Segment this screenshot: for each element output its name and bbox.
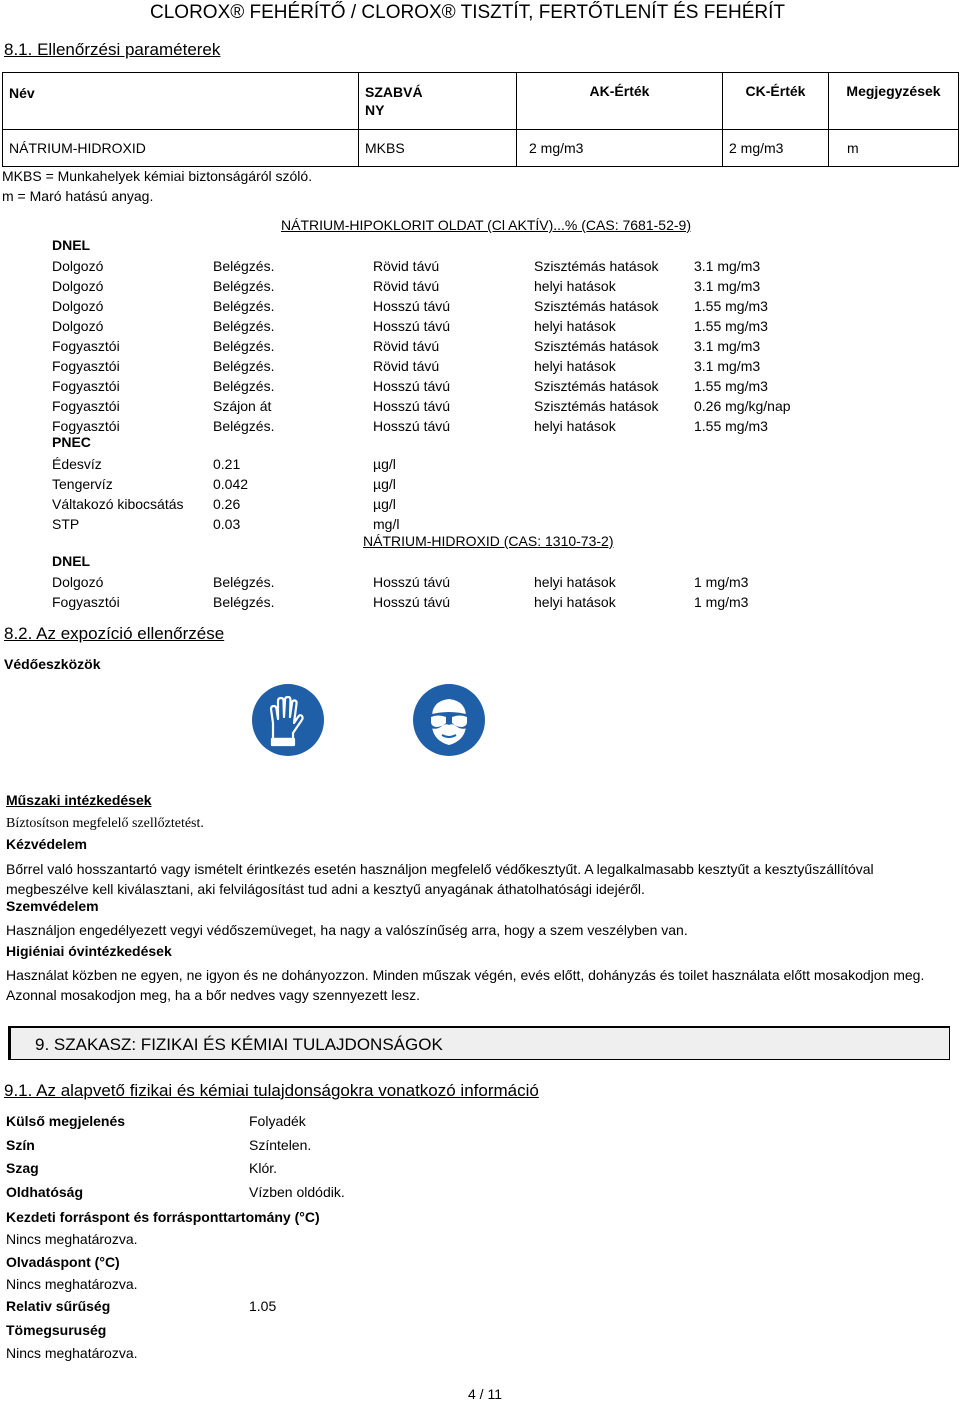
pnec-row: STP 0.03 mg/l — [52, 516, 400, 532]
pnec-row: Váltakozó kibocsátás 0.26 µg/l — [52, 496, 396, 512]
property-value: Színtelen. — [249, 1137, 312, 1153]
technical-measures-title: Műszaki intézkedések — [6, 792, 152, 808]
dnel-label: DNEL — [52, 553, 91, 569]
property-value: Nincs meghatározva. — [6, 1276, 138, 1292]
dnel-row: Dolgozó Belégzés. Rövid távú helyi hatások 3.1 mg/m3 — [52, 278, 761, 294]
property-value: Nincs meghatározva. — [6, 1231, 138, 1247]
section-8-1-title: 8.1. Ellenőrzési paraméterek — [4, 40, 221, 59]
property-label: Szín — [6, 1137, 35, 1153]
property-value: Nincs meghatározva. — [6, 1345, 138, 1361]
eye-protection-text: Használjon engedélyezett vegyi védőszemüveget, ha nagy a valószínűség arra, hogy a szem veszélyben van. — [6, 922, 688, 938]
document-header: CLOROX® FEHÉRÍTŐ / CLOROX® TISZTÍT, FERTŐTLENÍT ÉS FEHÉRÍT — [150, 2, 786, 23]
table-header-cell: CK-Érték — [723, 73, 829, 130]
pnec-label: PNEC — [52, 434, 91, 450]
eye-protection-title: Szemvédelem — [6, 898, 99, 914]
hygiene-title: Higiéniai óvintézkedések — [6, 943, 172, 959]
pnec-row: Tengervíz 0.042 µg/l — [52, 476, 396, 492]
property-label: Külső megjelenés — [6, 1113, 126, 1129]
table-cell: 2 mg/m3 — [723, 130, 829, 167]
protective-equipment-label: Védőeszközök — [4, 656, 101, 672]
property-label: Kezdeti forráspont és forrásponttartomány (°C) — [6, 1209, 320, 1225]
dnel-row: Dolgozó Belégzés. Hosszú távú helyi hatások 1 mg/m3 — [52, 574, 749, 590]
technical-measures-text: Bíztosítson megfelelő szellőztetést. — [6, 816, 204, 831]
property-label: Tömegsuruség — [6, 1322, 107, 1338]
hygiene-text: Használat közben ne egyen, ne igyon és ne dohányozzon. Minden műszak végén, evés előtt, dohányzás és toilet használata előtt mosakodjon meg. Azonnal mosakodjon meg, ha a bőr nedves vagy szennyezett lesz. — [6, 967, 925, 1003]
table-row — [3, 130, 959, 167]
dnel-row: Fogyasztói Belégzés. Rövid távú Szisztémás hatások 3.1 mg/m3 — [52, 338, 761, 354]
dnel-label: DNEL — [52, 237, 91, 253]
table-cell: NÁTRIUM-HIDROXID — [3, 130, 359, 167]
gloves-icon — [251, 683, 325, 757]
dnel-row: Fogyasztói Belégzés. Hosszú távú Szisztémás hatások 1.55 mg/m3 — [52, 378, 768, 394]
dnel-row: Dolgozó Belégzés. Hosszú távú helyi hatások 1.55 mg/m3 — [52, 318, 768, 334]
dnel-row: Dolgozó Belégzés. Hosszú távú Szisztémás hatások 1.55 mg/m3 — [52, 298, 768, 314]
dnel-row: Fogyasztói Belégzés. Rövid távú helyi hatások 3.1 mg/m3 — [52, 358, 761, 374]
table-header-cell: SZABVÁ NY — [359, 73, 517, 130]
table-cell: 2 mg/m3 — [517, 130, 723, 167]
dnel-row: Fogyasztói Belégzés. Hosszú távú helyi hatások 1.55 mg/m3 — [52, 418, 768, 434]
note-line: m = Maró hatású anyag. — [2, 188, 154, 204]
table-header-row — [3, 73, 959, 130]
hand-protection-text: Bőrrel való hosszantartó vagy ismételt érintkezés esetén használjon megfelelő védőkesztyűt. A legalkalmasabb kesztyűt a kesztyűszállítóval megbeszélve kell kiválasztani, aki felvilágosítást tud adni a kesztyű anyagának áthatolhatósági idejéről. — [6, 861, 874, 897]
dnel-row: Fogyasztói Szájon át Hosszú távú Szisztémás hatások 0.26 mg/kg/nap — [52, 398, 791, 414]
table-cell: m — [829, 130, 959, 167]
property-value: 1.05 — [249, 1298, 277, 1314]
property-label: Relativ sűrűség — [6, 1298, 111, 1314]
table-header-cell: Név — [3, 73, 359, 130]
pnec-row: Édesvíz 0.21 µg/l — [52, 456, 396, 472]
property-value: Folyadék — [249, 1113, 306, 1129]
dnel-row: Fogyasztói Belégzés. Hosszú távú helyi hatások 1 mg/m3 — [52, 594, 749, 610]
section-9-banner — [8, 1026, 950, 1060]
section-9-1-title: 9.1. Az alapvető fizikai és kémiai tulajdonságokra vonatkozó információ — [4, 1081, 539, 1100]
table-header-cell: AK-Érték — [517, 73, 723, 130]
page-number: 4 / 11 — [468, 1386, 502, 1402]
abbreviation-notes — [2, 166, 312, 206]
note-line: MKBS = Munkahelyek kémiai biztonságáról szóló. — [2, 168, 313, 184]
control-parameters-table — [2, 72, 959, 167]
substance-title: NÁTRIUM-HIPOKLORIT OLDAT (Cl AKTÍV)...% (CAS: 7681-52-9) — [281, 217, 691, 233]
section-9-banner-text: 9. SZAKASZ: FIZIKAI ÉS KÉMIAI TULAJDONSÁGOK — [35, 1035, 443, 1054]
property-value: Klór. — [249, 1160, 278, 1176]
property-label: Oldhatóság — [6, 1184, 84, 1200]
hand-protection-title: Kézvédelem — [6, 836, 87, 852]
table-cell: MKBS — [359, 130, 517, 167]
property-value: Vízben oldódik. — [249, 1184, 345, 1200]
table-header-cell: Megjegyzések — [829, 73, 959, 130]
goggles-icon — [412, 683, 486, 757]
property-label: Olvadáspont (°C) — [6, 1254, 120, 1270]
substance-title: NÁTRIUM-HIDROXID (CAS: 1310-73-2) — [363, 533, 614, 549]
section-8-2-title: 8.2. Az expozíció ellenőrzése — [4, 624, 225, 643]
property-label: Szag — [6, 1160, 39, 1176]
dnel-row: Dolgozó Belégzés. Rövid távú Szisztémás hatások 3.1 mg/m3 — [52, 258, 761, 274]
